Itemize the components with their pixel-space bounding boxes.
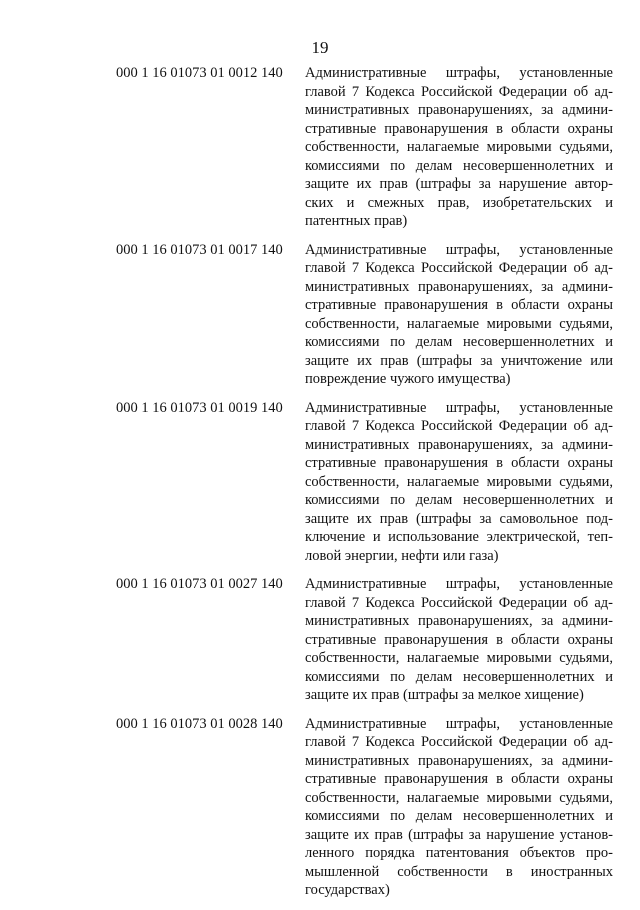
- description-line: защите их прав (штрафы за мелкое хищение): [305, 687, 584, 703]
- description-line: комиссиями по делам несовершеннолетних и: [305, 157, 613, 174]
- description-line: собственности, налагаемые мировыми судьями,: [305, 789, 613, 806]
- list-item: [0, 715, 640, 900]
- description-line: министративных правонарушениях, за админи-: [305, 752, 613, 769]
- description-line: Административные штрафы, установленные: [305, 241, 613, 258]
- description-line: ключение и использование электрической, теп-: [305, 529, 613, 545]
- entry-description: [305, 399, 613, 566]
- description-line: Административные штрафы, установленные: [305, 65, 613, 81]
- description-line: главой 7 Кодекса Российской Федерации об ад-: [305, 260, 613, 276]
- description-line: главой 7 Кодекса Российской Федерации об ад-: [305, 594, 613, 611]
- description-line: главой 7 Кодекса Российской Федерации об ад-: [305, 418, 613, 434]
- budget-classification-code: 000 1 16 01073 01 0012 140: [116, 65, 283, 81]
- description-line: ловой энергии, нефти или газа): [305, 547, 499, 564]
- description-line: главой 7 Кодекса Российской Федерации об ад-: [305, 83, 613, 100]
- description-line: Административные штрафы, установленные: [305, 399, 613, 416]
- description-line: защите их прав (штрафы за самовольное под-: [305, 510, 613, 527]
- budget-classification-code: 000 1 16 01073 01 0019 140: [116, 399, 283, 416]
- description-line: главой 7 Кодекса Российской Федерации об ад-: [305, 734, 613, 750]
- list-item: [0, 575, 640, 705]
- description-line: стративные правонарушения в области охраны: [305, 771, 613, 787]
- description-line: собственности, налагаемые мировыми судьями,: [305, 315, 613, 332]
- description-line: повреждение чужого имущества): [305, 371, 511, 387]
- entry-description: [305, 64, 613, 231]
- description-line: защите их прав (штрафы за нарушение установ-: [305, 826, 613, 843]
- page-number: 19: [311, 38, 329, 57]
- entry-description: [305, 575, 613, 705]
- budget-classification-code: 000 1 16 01073 01 0027 140: [116, 576, 283, 592]
- description-line: министративных правонарушениях, за админи-: [305, 102, 613, 118]
- description-line: мышленной собственности в иностранных: [305, 863, 613, 880]
- description-line: министративных правонарушениях, за админи-: [305, 436, 613, 453]
- list-item: [0, 64, 640, 231]
- description-line: собственности, налагаемые мировыми судьями,: [305, 473, 613, 490]
- description-line: патентных прав): [305, 213, 408, 229]
- description-line: Административные штрафы, установленные: [305, 715, 613, 732]
- description-line: стративные правонарушения в области охраны: [305, 120, 613, 137]
- description-line: государствах): [305, 882, 390, 898]
- description-line: Административные штрафы, установленные: [305, 576, 613, 592]
- description-line: ленного порядка патентования объектов про-: [305, 845, 613, 861]
- list-item: [0, 399, 640, 566]
- description-line: собственности, налагаемые мировыми судьями,: [305, 650, 613, 666]
- description-line: комиссиями по делам несовершеннолетних и: [305, 808, 613, 824]
- budget-classification-code: 000 1 16 01073 01 0028 140: [116, 715, 283, 732]
- description-line: ских и смежных прав, изобретательских и: [305, 194, 613, 211]
- description-line: комиссиями по делам несовершеннолетних и: [305, 668, 613, 685]
- description-line: собственности, налагаемые мировыми судьями,: [305, 139, 613, 155]
- entry-description: [305, 241, 613, 389]
- entry-description: [305, 715, 613, 900]
- description-line: комиссиями по делам несовершеннолетних и: [305, 334, 613, 350]
- budget-code-list: [0, 64, 640, 910]
- list-item: [0, 241, 640, 389]
- description-line: защите их прав (штрафы за уничтожение или: [305, 352, 613, 369]
- description-line: министративных правонарушениях, за админи-: [305, 278, 613, 295]
- description-line: министративных правонарушениях, за админи-: [305, 613, 613, 629]
- description-line: стративные правонарушения в области охраны: [305, 297, 613, 313]
- description-line: комиссиями по делам несовершеннолетних и: [305, 492, 613, 508]
- budget-classification-code: 000 1 16 01073 01 0017 140: [116, 241, 283, 258]
- description-line: стративные правонарушения в области охраны: [305, 631, 613, 648]
- description-line: стративные правонарушения в области охраны: [305, 455, 613, 471]
- description-line: защите их прав (штрафы за нарушение автор-: [305, 176, 613, 192]
